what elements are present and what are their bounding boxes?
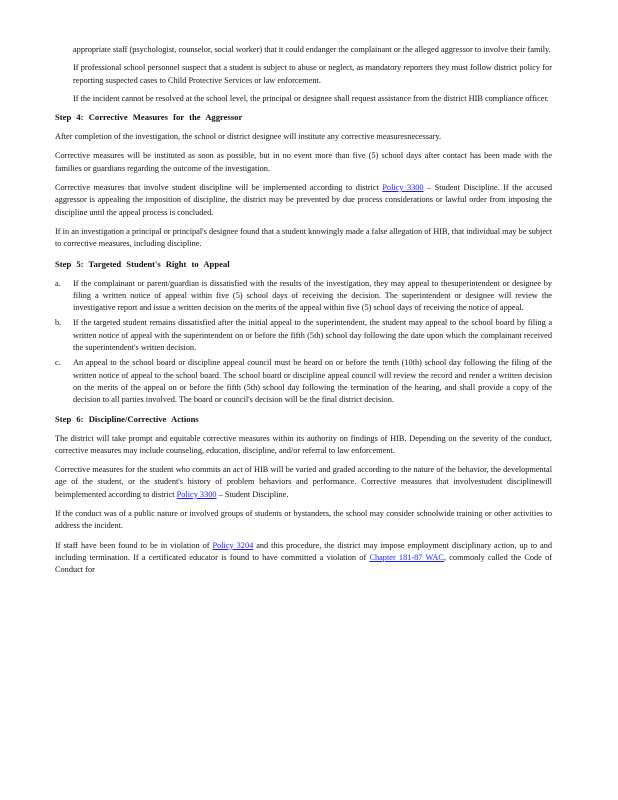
- step6-paragraph-4-text-c: , commonly called the Code of Conduct for: [55, 552, 552, 575]
- step5-heading: Step 5: Targeted Student's Right to Appeal: [55, 258, 230, 269]
- policy-3300-link-2[interactable]: Policy 3300: [176, 489, 217, 499]
- list-item: [55, 278, 552, 315]
- step6-paragraph-1: The district will take prompt and equitable corrective measures within its authority on findings of HIB. Depending on the severity of the conduct, corrective measures may include counseling, education, discipline, and/or referral to law enforcement.: [55, 433, 552, 455]
- appeal-steps-list: [55, 278, 552, 407]
- policy-3300-link[interactable]: Policy 3300: [382, 183, 424, 193]
- step4-paragraph-3: [55, 182, 552, 219]
- list-item: [55, 357, 552, 406]
- document-page: [55, 44, 552, 584]
- paragraph-mandatory-reporters: If professional school personnel suspect that a student is subject to abuse or neglect, as mandatory reporters they must follow district policy for reporting suspected cases to Child Protective Services or law enforcement.: [73, 63, 552, 85]
- step6-paragraph-2-text-a: Corrective measures for the student who commits an act of HIB will be varied and graded according to the nature of the behavior, the developmental age of the student, or the student's history of problem behaviors and performance. Corrective measures that involvestudent disciplinewill beimplemented according to district: [55, 465, 552, 499]
- step4-paragraph-3-text-b: – Student Discipline. If the accused aggressor is appealing the imposition of discipline, the district may be prevented by due process considerations or lawful order from imposing the discipline until the appeal process is concluded.: [55, 183, 552, 217]
- list-item-text: An appeal to the school board or discipline appeal council must be heard on or before the tenth (10th) school day following the filing of the written notice of appeal to the school board. The school board or discipline appeal council will review the record and render a written decision on the merits of the appeal on or before the fifth (5th) school day following the termination of the hearing, and shall provide a copy of the decision to all parties involved. The board or council's decision will be the final district decision.: [73, 358, 552, 405]
- step6-paragraph-3: If the conduct was of a public nature or involved groups of students or bystanders, the school may consider schoolwide training or other activities to address the incident.: [55, 509, 552, 531]
- step6-paragraph-4: [55, 540, 552, 577]
- paragraph-family-involvement: appropriate staff (psychologist, counselor, social worker) that it could endanger the complainant or the alleged aggressor to involve their family.: [73, 45, 551, 54]
- step4-paragraph-3-text-a: Corrective measures that involve student discipline will be implemented according to district: [55, 183, 379, 193]
- list-item-text: If the targeted student remains dissatisfied after the initial appeal to the superintendent, the student may appeal to the school board by filing a written notice of appeal with the superintendent on or before the fifth (5th) school day following the date upon which the complainant received the superintendent's written decision.: [73, 318, 552, 353]
- step4-paragraph-2: Corrective measures will be instituted as soon as possible, but in no event more than five (5) school days after contact has been made with the families or guardians regarding the outcome of the investigation.: [55, 151, 552, 173]
- step4-paragraph-1: After completion of the investigation, the school or district designee will institute any corrective measuresnecessary.: [55, 132, 442, 142]
- step6-paragraph-2-text-b: – Student Discipline.: [218, 489, 289, 499]
- list-item-label: b.: [55, 318, 62, 328]
- step6-paragraph-4-text-b: and this procedure, the district may impose employment disciplinary action, up to and including termination. If a certificated educator is found to have committed a violation of: [55, 540, 552, 562]
- list-item-text: If the complainant or parent/guardian is dissatisfied with the results of the investigation, they may appeal to thesuperintendent or designee by filing a written notice of appeal within five (5) school days of receiving the decision. The superintendent or designee will review the investigative report and issue a written decision on the merits of the appeal within five (5) school days of receiving the notice of appeal.: [73, 278, 552, 313]
- step4-paragraph-4: If in an investigation a principal or principal's designee found that a student knowingly made a false allegation of HIB, that individual may be subject to corrective measures, including discipline.: [55, 226, 552, 249]
- chapter-181-87-wac-link[interactable]: Chapter 181-87 WAC: [369, 552, 444, 562]
- list-item-label: a.: [55, 278, 61, 288]
- step4-heading: Step 4: Corrective Measures for the Aggressor: [55, 112, 243, 123]
- list-item: [55, 317, 552, 354]
- step6-paragraph-2: [55, 464, 552, 501]
- list-item-label: c.: [55, 358, 61, 368]
- step6-heading: Step 6: Discipline/Corrective Actions: [55, 413, 199, 424]
- step6-paragraph-4-text-a: If staff have been found to be in violation of: [55, 540, 210, 550]
- policy-3204-link[interactable]: Policy 3204: [212, 540, 254, 550]
- paragraph-compliance-officer: If the incident cannot be resolved at the school level, the principal or designee shall request assistance from the district HIB compliance officer.: [73, 93, 549, 103]
